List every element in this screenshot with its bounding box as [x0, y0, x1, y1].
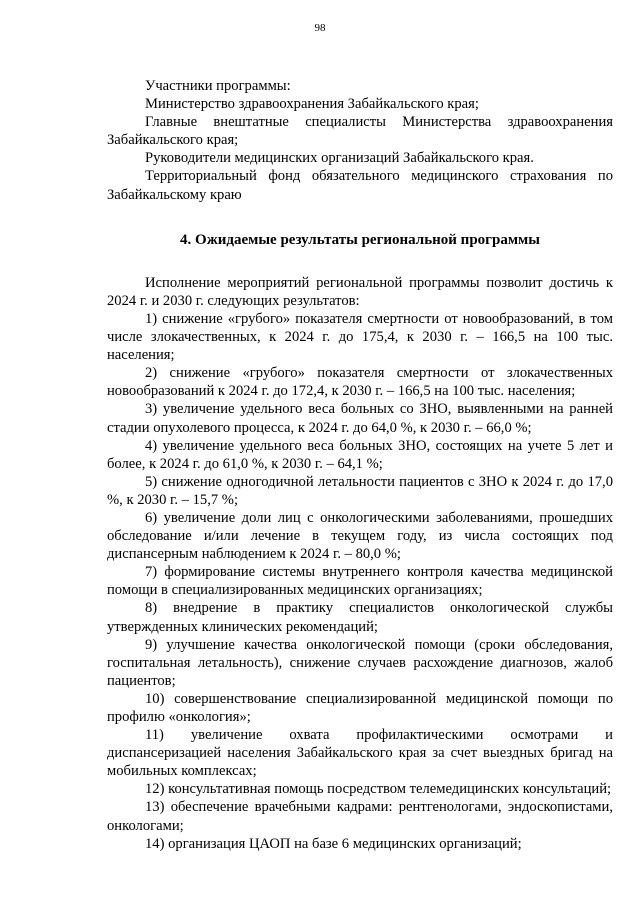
result-item-8: 8) внедрение в практику специалистов онкологической службы утвержденных клинических рекомендаций;	[107, 600, 613, 635]
participant-chief-specialists: Главные внештатные специалисты Министерства здравоохранения Забайкальского края;	[107, 114, 613, 149]
result-item-5: 5) снижение одногодичной летальности пациентов с ЗНО к 2024 г. до 17,0 %, к 2030 г. – 15,7 %;	[107, 473, 613, 508]
result-item-6: 6) увеличение доли лиц с онкологическими заболеваниями, прошедших обследование и/или лечение в текущем году, из числа состоящих под диспансерным наблюдением к 2024 г. – 80,0 %;	[107, 509, 613, 563]
participant-org-heads: Руководители медицинских организаций Забайкальского края.	[145, 150, 534, 167]
participant-insurance-fund: Территориальный фонд обязательного медицинского страхования по Забайкальскому краю	[107, 168, 613, 203]
result-item-9: 9) улучшение качества онкологической помощи (сроки обследования, госпитальная летальность), снижение случаев расхождение диагнозов, жалоб пациентов;	[107, 636, 613, 689]
result-item-13: 13) обеспечение врачебными кадрами: рентгенологами, эндоскопистами, онкологами;	[107, 799, 613, 834]
result-item-12: 12) консультативная помощь посредством телемедицинских консультаций;	[145, 781, 612, 798]
page-number: 98	[314, 22, 326, 34]
result-item-2: 2) снижение «грубого» показателя смертности от злокачественных новообразований к 2024 г. до 172,4, к 2030 г. – 166,5 на 100 тыс. населения;	[107, 365, 613, 400]
result-item-1: 1) снижение «грубого» показателя смертности от новообразований, в том числе злокачественных, к 2024 г. до 175,4, к 2030 г. – 166,5 на 100 тыс. населения;	[107, 310, 613, 364]
result-item-11: 11) увеличение охвата профилактическими осмотрами и диспансеризацией населения Забайкальского края за счет выездных бригад на мобильных комплексах;	[107, 727, 613, 780]
result-item-4: 4) увеличение удельного веса больных ЗНО, состоящих на учете 5 лет и более, к 2024 г. до 61,0 %, к 2030 г. – 64,1 %;	[107, 437, 613, 472]
participants-heading: Участники программы:	[145, 78, 291, 94]
result-item-3: 3) увеличение удельного веса больных со ЗНО, выявленными на ранней стадии опухолевого процесса, к 2024 г. до 64,0 %, к 2030 г. – 66,0 %;	[107, 401, 613, 436]
result-item-14: 14) организация ЦАОП на базе 6 медицинских организаций;	[145, 835, 522, 852]
result-item-10: 10) совершенствование специализированной медицинской помощи по профилю «онкология»;	[107, 690, 613, 725]
result-item-7: 7) формирование системы внутреннего контроля качества медицинской помощи в специализированных медицинских организациях;	[107, 564, 613, 599]
section-title: 4. Ожидаемые результаты региональной программы	[180, 231, 540, 248]
results-intro: Исполнение мероприятий региональной программы позволит достичь к 2024 г. и 2030 г. следующих результатов:	[107, 274, 613, 309]
document-body	[107, 77, 613, 853]
participant-ministry: Министерство здравоохранения Забайкальского края;	[145, 96, 479, 113]
